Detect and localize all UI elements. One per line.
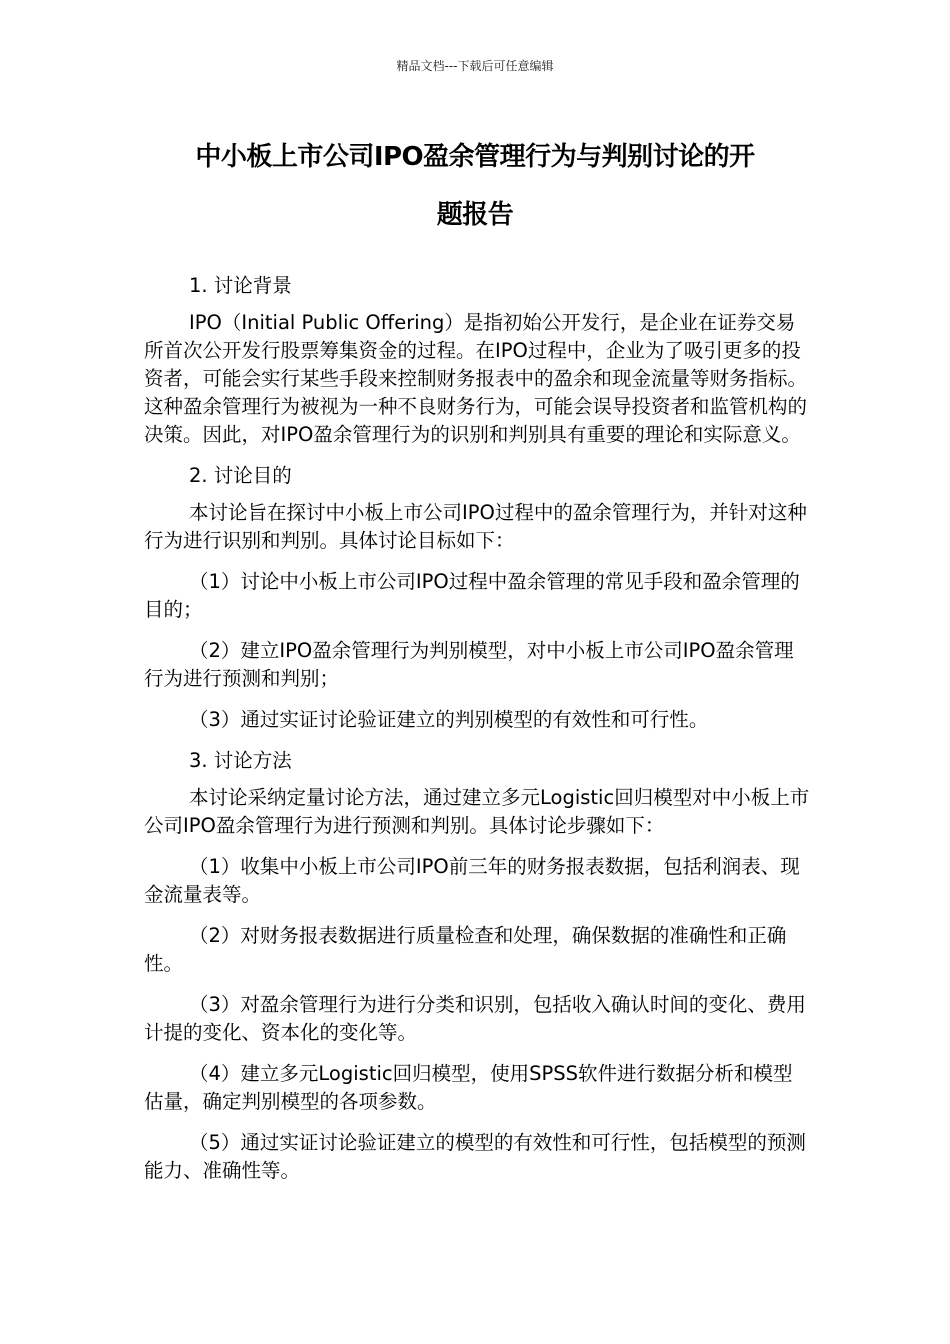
method-step: （3）对盈余管理行为进行分类和识别，包括收入确认时间的变化、费用计提的变化、资本化的变化等。 bbox=[144, 993, 806, 1044]
method-step: （2）对财务报表数据进行质量检查和处理，确保数据的准确性和正确性。 bbox=[144, 924, 787, 975]
page-header-note: 精品文档---下载后可任意编辑 bbox=[396, 59, 554, 73]
section-heading-purpose: 2. 讨论目的 bbox=[189, 464, 292, 487]
purpose-item: （3）通过实证讨论验证建立的判别模型的有效性和可行性。 bbox=[189, 708, 709, 731]
title-line-1: 中小板上市公司IPO盈余管理行为与判别讨论的开 bbox=[195, 142, 755, 172]
purpose-intro-paragraph: 本讨论旨在探讨中小板上市公司IPO过程中的盈余管理行为，并针对这种行为进行识别和判别。具体讨论目标如下： bbox=[144, 501, 807, 552]
section-heading-background: 1. 讨论背景 bbox=[189, 274, 292, 297]
method-step: （5）通过实证讨论验证建立的模型的有效性和可行性，包括模型的预测能力、准确性等。 bbox=[144, 1131, 806, 1182]
method-step: （4）建立多元Logistic回归模型，使用SPSS软件进行数据分析和模型估量，确定判别模型的各项参数。 bbox=[144, 1062, 793, 1113]
purpose-item: （1）讨论中小板上市公司IPO过程中盈余管理的常见手段和盈余管理的目的； bbox=[144, 570, 800, 621]
method-intro-paragraph: 本讨论采纳定量讨论方法，通过建立多元Logistic回归模型对中小板上市公司IPO盈余管理行为进行预测和判别。具体讨论步骤如下： bbox=[144, 786, 810, 837]
title-line-2: 题报告 bbox=[436, 200, 514, 230]
purpose-item: （2）建立IPO盈余管理行为判别模型，对中小板上市公司IPO盈余管理行为进行预测和判别； bbox=[144, 639, 794, 690]
section-heading-method: 3. 讨论方法 bbox=[189, 749, 292, 772]
document-body bbox=[144, 272, 810, 1198]
document-title bbox=[140, 128, 810, 244]
method-step: （1）收集中小板上市公司IPO前三年的财务报表数据，包括利润表、现金流量表等。 bbox=[144, 855, 800, 906]
background-paragraph: IPO（Initial Public Offering）是指初始公开发行，是企业在证券交易所首次公开发行股票筹集资金的过程。在IPO过程中，企业为了吸引更多的投资者，可能会实行某些手段来控制财务报表中的盈余和现金流量等财务指标。这种盈余管理行为被视为一种不良财务行为，可能会误导投资者和监管机构的决策。因此，对IPO盈余管理行为的识别和判别具有重要的理论和实际意义。 bbox=[144, 311, 808, 446]
